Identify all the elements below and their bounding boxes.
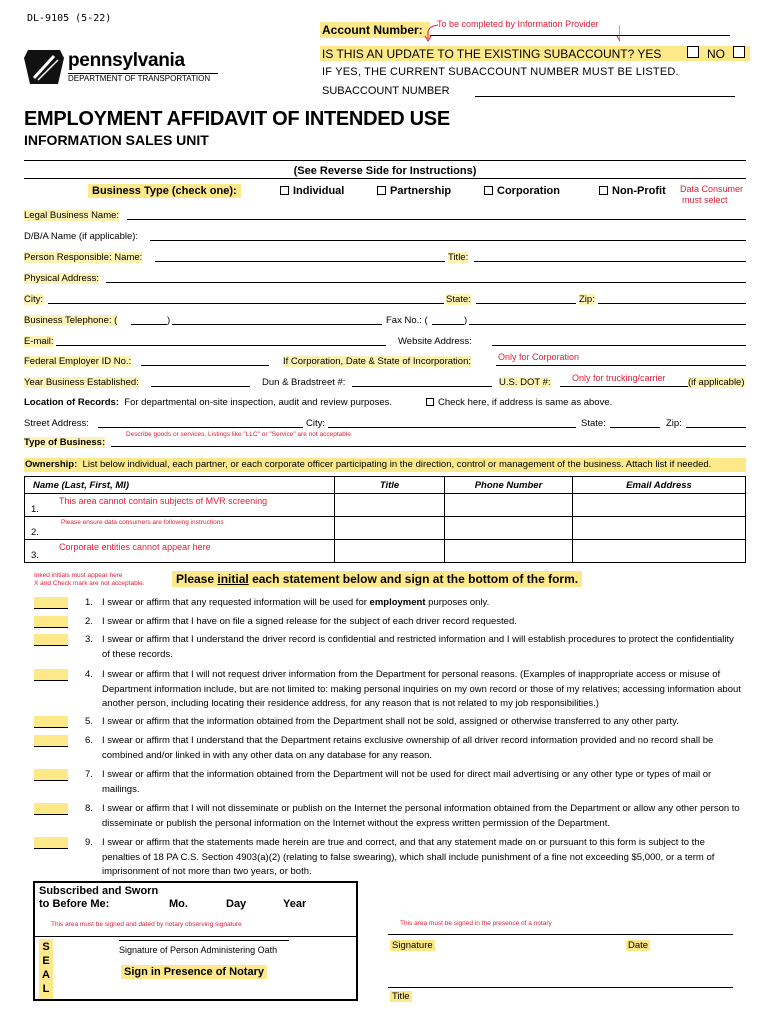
fax-label: Fax No.: (	[386, 315, 428, 326]
keystone-logo-icon	[24, 50, 64, 84]
physical-address-label: Physical Address:	[24, 273, 99, 284]
page-subtitle: INFORMATION SALES UNIT	[24, 132, 209, 148]
title-label: Title:	[448, 252, 469, 263]
subaccount-note: IF YES, THE CURRENT SUBACCOUNT NUMBER MUST BE LISTED.	[322, 66, 679, 78]
seal-label: S E A L	[42, 941, 50, 995]
city-label: City:	[24, 294, 43, 305]
initial-field-5[interactable]	[34, 716, 68, 728]
page-title: EMPLOYMENT AFFIDAVIT OF INTENDED USE	[24, 108, 450, 130]
subaccount-line[interactable]	[475, 96, 735, 97]
city-field[interactable]	[48, 303, 444, 304]
column-header-title: Title	[335, 477, 445, 494]
subaccount-label: SUBACCOUNT NUMBER	[322, 85, 450, 97]
person-responsible-label: Person Responsible: Name:	[24, 252, 143, 263]
initial-field-9[interactable]	[34, 837, 68, 849]
year-established-label: Year Business Established:	[24, 377, 139, 388]
column-header-email: Email Address	[573, 477, 746, 494]
update-no-checkbox[interactable]	[733, 46, 745, 58]
email-label: E-mail:	[24, 336, 54, 347]
usdot-label: U.S. DOT #:	[499, 377, 551, 388]
table-row[interactable]: 3. Corporate entities cannot appear here	[25, 540, 746, 563]
dun-field[interactable]	[352, 386, 492, 387]
signature-note: This area must be signed in the presence of a notary	[400, 920, 552, 927]
records-street-field[interactable]	[98, 427, 303, 428]
checkbox-icon	[426, 398, 434, 406]
account-number-note: To be completed by Information Provider	[437, 19, 599, 29]
form-number: DL-9105 (5-22)	[27, 13, 112, 24]
instructions-note: (See Reverse Side for Instructions)	[293, 165, 477, 177]
column-header-phone: Phone Number	[445, 477, 573, 494]
notary-box	[33, 881, 358, 1001]
signer-title-label: Title	[392, 991, 410, 1002]
initial-field-7[interactable]	[34, 769, 68, 781]
zip-label: Zip:	[579, 294, 595, 305]
business-type-label: Business Type (check one):	[88, 184, 241, 198]
fax-area-code-field[interactable]	[432, 324, 464, 325]
zip-field[interactable]	[598, 303, 746, 304]
table-row[interactable]: 1. This area cannot contain subjects of MVR screening	[25, 494, 746, 517]
records-state-label: State:	[581, 418, 606, 429]
notary-day: Day	[226, 898, 247, 910]
logo-department: DEPARTMENT OF TRANSPORTATION	[68, 74, 211, 83]
ownership-table	[24, 476, 746, 563]
table-row[interactable]: 2. Please ensure data consumers are following instructions	[25, 517, 746, 540]
business-phone-field[interactable]	[172, 324, 382, 325]
records-city-field[interactable]	[328, 427, 576, 428]
initial-field-3[interactable]	[34, 634, 68, 646]
row-note: Corporate entities cannot appear here	[59, 542, 211, 552]
business-type-nonprofit[interactable]: Non-Profit	[599, 185, 666, 197]
notary-subscribed: Subscribed and Sworn to Before Me:	[39, 885, 159, 910]
email-field[interactable]	[56, 345, 386, 346]
records-zip-field[interactable]	[686, 427, 746, 428]
usdot-note: Only for trucking/carrier	[572, 373, 666, 383]
notary-year: Year	[283, 898, 307, 910]
initial-field-8[interactable]	[34, 803, 68, 815]
notary-sign-note: This area must be signed and dated by notary observing signature	[51, 921, 242, 928]
signature-field[interactable]	[388, 934, 733, 935]
initial-field-6[interactable]	[34, 735, 68, 747]
initial-field-2[interactable]	[34, 616, 68, 628]
fein-label: Federal Employer ID No.:	[24, 356, 132, 367]
area-code-field[interactable]	[131, 324, 167, 325]
checkbox-icon	[280, 186, 289, 195]
usdot-if-applicable: (if applicable)	[688, 377, 745, 388]
notary-signature-label: Signature of Person Administering Oath	[119, 945, 278, 955]
date-label: Date	[628, 940, 649, 951]
corp-date-label: If Corporation, Date & State of Incorporation:	[283, 356, 471, 367]
initials-note: Inked initials must appear here X and Check mark are not acceptable.	[34, 572, 145, 587]
business-type-note: Data Consumer must select	[680, 184, 744, 205]
logo-name: pennsylvania	[68, 50, 185, 71]
notary-signature-field[interactable]	[119, 940, 289, 941]
update-no-label: NO	[707, 47, 725, 61]
state-label: State:	[446, 294, 471, 305]
corp-date-field[interactable]	[496, 365, 746, 366]
records-city-label: City:	[306, 418, 325, 429]
checkbox-icon	[484, 186, 493, 195]
column-header-name: Name (Last, First, MI)	[25, 477, 335, 494]
records-row: Location of Records: For departmental on-site inspection, audit and review purposes.	[24, 397, 393, 408]
website-field[interactable]	[492, 345, 746, 346]
person-name-field[interactable]	[155, 261, 445, 262]
signer-title-field[interactable]	[388, 987, 733, 988]
dba-label: D/B/A Name (if applicable):	[24, 231, 139, 242]
type-of-business-label: Type of Business:	[24, 437, 106, 448]
checkbox-icon	[599, 186, 608, 195]
ownership-row: Ownership: List below individual, each partner, or each corporate officer participating in the direction, control or management of the business. Attach list if needed.	[25, 459, 712, 470]
update-question: IS THIS AN UPDATE TO THE EXISTING SUBACCOUNT? YES	[322, 47, 662, 61]
initial-field-4[interactable]	[34, 669, 68, 681]
type-of-business-note: Describe goods or services. Listings like "LLC" or "Service" are not acceptable.	[126, 431, 353, 438]
notary-mo: Mo.	[169, 898, 188, 910]
row-note: Please ensure data consumers are following instructions	[61, 519, 224, 526]
checkbox-icon	[377, 186, 386, 195]
website-label: Website Address:	[398, 336, 472, 347]
legal-name-field[interactable]	[127, 219, 746, 220]
records-zip-label: Zip:	[666, 418, 682, 429]
business-type-individual[interactable]: Individual	[280, 185, 344, 197]
state-field[interactable]	[476, 303, 576, 304]
physical-address-field[interactable]	[106, 282, 746, 283]
business-type-corporation[interactable]: Corporation	[484, 185, 560, 197]
dun-label: Dun & Bradstreet #:	[262, 377, 346, 388]
signature-label: Signature	[392, 940, 433, 951]
corp-date-note: Only for Corporation	[498, 352, 580, 362]
records-same-address[interactable]: Check here, if address is same as above.	[426, 397, 612, 408]
update-yes-checkbox[interactable]	[687, 46, 699, 58]
fax-field[interactable]	[469, 324, 746, 325]
fein-field[interactable]	[141, 365, 269, 366]
annotation-arrows	[420, 24, 620, 46]
legal-name-label: Legal Business Name:	[24, 210, 120, 221]
row-note: This area cannot contain subjects of MVR screening	[59, 496, 268, 506]
dba-field[interactable]	[150, 240, 746, 241]
year-established-field[interactable]	[151, 386, 250, 387]
usdot-field[interactable]	[560, 386, 688, 387]
notary-sign-presence: Sign in Presence of Notary	[121, 965, 267, 979]
account-number-label: Account Number:	[320, 22, 430, 38]
person-title-field[interactable]	[474, 261, 746, 262]
records-street-label: Street Address:	[24, 418, 89, 429]
initials-heading: Please initial each statement below and sign at the bottom of the form.	[172, 571, 582, 587]
type-of-business-field[interactable]	[111, 446, 746, 447]
records-state-field[interactable]	[610, 427, 660, 428]
initial-field-1[interactable]	[34, 597, 68, 609]
business-phone-label: Business Telephone: (	[24, 315, 118, 326]
business-type-partnership[interactable]: Partnership	[377, 185, 451, 197]
